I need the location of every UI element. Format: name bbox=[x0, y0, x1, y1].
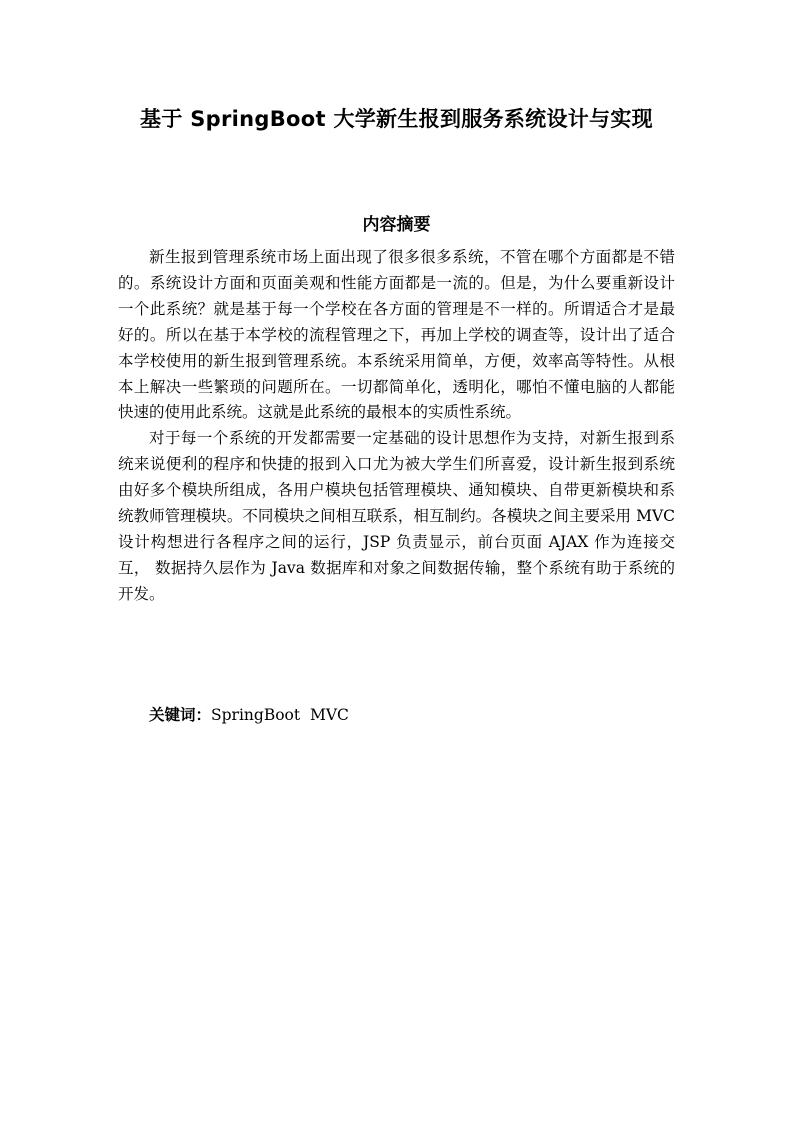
keywords-value: SpringBoot MVC bbox=[211, 706, 349, 724]
keywords-line bbox=[149, 702, 349, 728]
abstract-body bbox=[118, 245, 675, 608]
keywords-label: 关键词： bbox=[149, 706, 212, 724]
abstract-paragraph-1: 新生报到管理系统市场上面出现了很多很多系统，不管在哪个方面都是不错的。系统设计方面和页面美观和性能方面都是一流的。但是，为什么要重新设计一个此系统？就是基于每一个学校在各方面的管理是不一样的。所谓适合才是最好的。所以在基于本学校的流程管理之下，再加上学校的调查等，设计出了适合本学校使用的新生报到管理系统。本系统采用简单，方便，效率高等特性。从根本上解决一些繁琐的问题所在。一切都简单化，透明化，哪怕不懂电脑的人都能快速的使用此系统。这就是此系统的最根本的实质性系统。 bbox=[118, 248, 675, 422]
abstract-heading: 内容摘要 bbox=[362, 215, 431, 235]
abstract-paragraph-2: 对于每一个系统的开发都需要一定基础的设计思想作为支持，对新生报到系统来说便利的程序和快捷的报到入口尤为被大学生们所喜爱，设计新生报到系统由好多个模块所组成，各用户模块包括管理模块、通知模块、自带更新模块和系统教师管理模块。不同模块之间相互联系，相互制约。各模块之间主要采用 MVC 设计构想进行各程序之间的运行，JSP 负责显示，前台页面 AJAX 作为连接交互， 数据持久层作为 Java 数据库和对象之间数据传输，整个系统有助于系统的开发。 bbox=[118, 429, 675, 603]
document-title: 基于 SpringBoot 大学新生报到服务系统设计与实现 bbox=[140, 107, 653, 131]
